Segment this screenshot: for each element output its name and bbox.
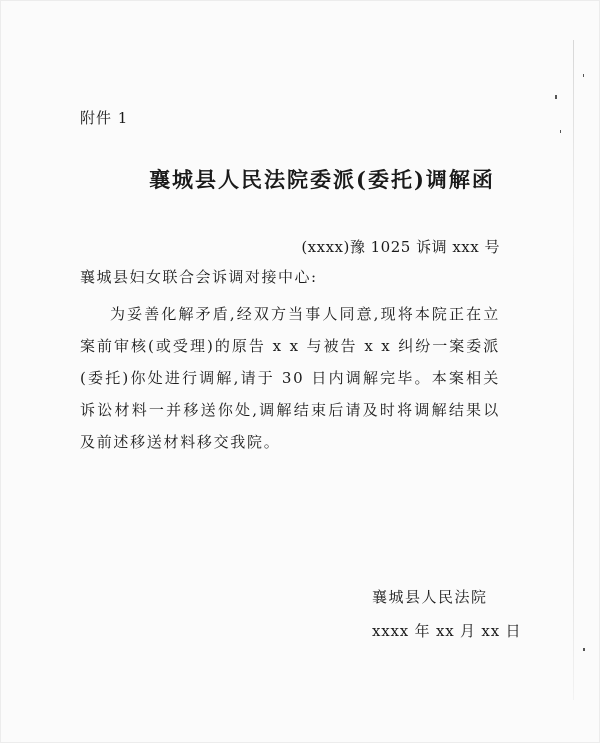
scan-mark [560,130,561,133]
issuer-signature: 襄城县人民法院 [372,588,488,606]
scan-mark [555,95,557,99]
scan-margin-line [573,40,574,700]
attachment-label: 附件 1 [80,109,129,127]
body-text [80,298,500,458]
scan-mark [583,74,584,77]
recipient-line: 襄城县妇女联合会诉调对接中心: [80,268,318,286]
issue-date: xxxx 年 xx 月 xx 日 [372,622,522,640]
scan-mark [583,648,585,651]
case-number: (xxxx)豫 1025 诉调 xxx 号 [301,238,500,256]
document-title: 襄城县人民法院委派(委托)调解函 [149,167,495,192]
body-paragraph: 为妥善化解矛盾,经双方当事人同意,现将本院正在立案前审核(或受理)的原告 x x 与被告 x x 纠纷一案委派(委托)你处进行调解,请于 30 日内调解完毕。本案相关诉讼材料一并移送你处,调解结束后请及时将调解结果以及前述移送材料移交我院。 [80,305,500,451]
